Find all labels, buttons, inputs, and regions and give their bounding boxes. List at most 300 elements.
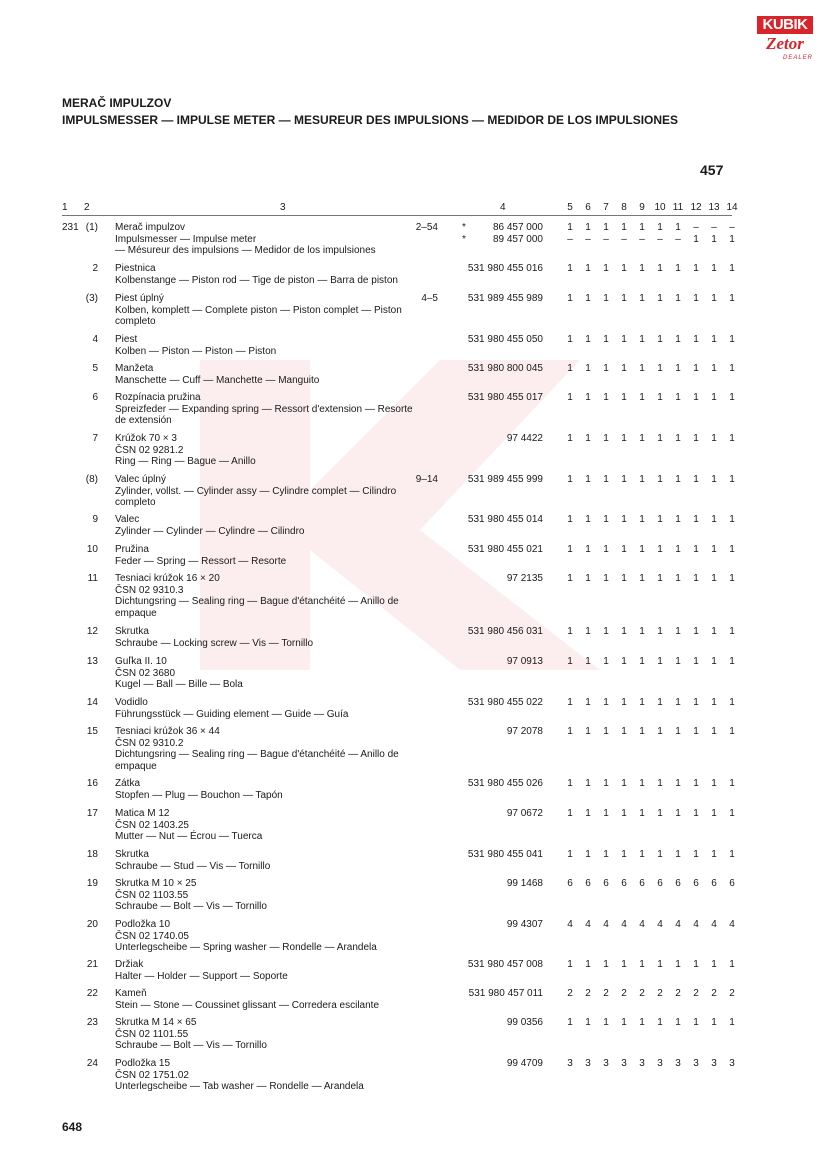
quantity-cell: 3 bbox=[567, 1058, 573, 1069]
quantity-cell: 1 bbox=[693, 233, 699, 245]
quantity-cell: 1 bbox=[729, 573, 735, 584]
column-header: 2 bbox=[84, 202, 90, 213]
quantity-cell: 1 bbox=[639, 392, 645, 403]
description-line: Podložka 15 bbox=[115, 1058, 171, 1069]
column-header: 5 bbox=[567, 202, 573, 213]
row-index: 24 bbox=[86, 1058, 98, 1069]
quantity-cell: 1 bbox=[621, 363, 627, 374]
row-description bbox=[115, 1058, 364, 1093]
row-index: (8) bbox=[85, 474, 98, 485]
quantity-cell: 1 bbox=[585, 626, 591, 637]
quantity-cell: 1 bbox=[675, 849, 681, 860]
quantity-cell: 1 bbox=[693, 392, 699, 403]
quantity-cell: 1 bbox=[711, 514, 717, 525]
description-line: Guľka II. 10 bbox=[115, 656, 167, 667]
quantity-cell: 1 bbox=[711, 293, 717, 304]
part-number: 531 980 455 014 bbox=[467, 514, 543, 525]
quantity-cell: 1 bbox=[603, 363, 609, 374]
variant-marker: * bbox=[462, 222, 466, 233]
description-line: Pružina bbox=[115, 544, 149, 555]
description-line: Zylinder, vollst. — Cylinder assy — Cylindre complet — Cilindro bbox=[115, 485, 397, 497]
quantity-cell: 1 bbox=[711, 263, 717, 274]
column-header: 3 bbox=[280, 202, 286, 213]
part-number: 97 0672 bbox=[506, 808, 543, 819]
row-index: 9 bbox=[92, 514, 98, 525]
quantity-cell: 1 bbox=[711, 573, 717, 584]
column-header: 6 bbox=[585, 202, 591, 213]
row-description bbox=[115, 392, 413, 427]
quantity-cell: 1 bbox=[621, 959, 627, 970]
description-line: Valec bbox=[115, 514, 140, 525]
quantity-cell: 1 bbox=[585, 1017, 591, 1028]
description-line: Skrutka M 14 × 65 bbox=[115, 1017, 197, 1028]
quantity-cell: 1 bbox=[693, 656, 699, 667]
part-number: 99 4709 bbox=[506, 1058, 543, 1069]
row-index: 20 bbox=[86, 919, 98, 930]
quantity-cell: 1 bbox=[603, 808, 609, 819]
quantity-cell: 1 bbox=[585, 363, 591, 374]
quantity-cell: 1 bbox=[621, 392, 627, 403]
quantity-cell: 1 bbox=[603, 697, 609, 708]
quantity-cell: 1 bbox=[675, 959, 681, 970]
description-line: Schraube — Stud — Vis — Tornillo bbox=[115, 860, 271, 872]
quantity-cell: 1 bbox=[675, 392, 681, 403]
description-line: ČSN 02 1751.02 bbox=[115, 1069, 189, 1081]
description-line: Tesniaci krúžok 16 × 20 bbox=[115, 573, 220, 584]
quantity-cell: 4 bbox=[567, 919, 573, 930]
quantity-cell: 4 bbox=[585, 919, 591, 930]
quantity-cell: 1 bbox=[639, 222, 645, 233]
quantity-cell: 1 bbox=[621, 849, 627, 860]
quantity-cell: 1 bbox=[639, 778, 645, 789]
quantity-cell: 2 bbox=[657, 988, 663, 999]
quantity-cell: 1 bbox=[585, 959, 591, 970]
description-line: Unterlegscheibe — Tab washer — Rondelle — Arandela bbox=[115, 1081, 364, 1092]
part-number: 531 980 456 031 bbox=[467, 626, 543, 637]
description-line: Kolben — Piston — Piston — Piston bbox=[115, 345, 277, 357]
column-header: 1 bbox=[62, 202, 68, 213]
quantity-cell: 1 bbox=[567, 544, 573, 555]
part-number: 97 2078 bbox=[506, 726, 543, 737]
row-index: 7 bbox=[92, 433, 98, 444]
part-number: 97 2135 bbox=[506, 573, 543, 584]
quantity-cell: 1 bbox=[657, 433, 663, 444]
row-description bbox=[115, 433, 256, 468]
quantity-cell: 1 bbox=[693, 263, 699, 274]
description-line: Piest bbox=[115, 334, 138, 345]
quantity-cell: 1 bbox=[729, 433, 735, 444]
row-index: (3) bbox=[85, 293, 98, 304]
description-line: Kolbenstange — Piston rod — Tige de piston — Barra de piston bbox=[115, 274, 398, 286]
description-line: Schraube — Bolt — Vis — Tornillo bbox=[115, 901, 267, 912]
quantity-cell: 1 bbox=[711, 726, 717, 737]
quantity-cell: 1 bbox=[657, 544, 663, 555]
row-description bbox=[115, 808, 262, 843]
row-index: 21 bbox=[86, 959, 98, 970]
quantity-cell: 1 bbox=[675, 573, 681, 584]
quantity-cell: 3 bbox=[693, 1058, 699, 1069]
quantity-cell: 2 bbox=[711, 988, 717, 999]
part-number: 99 4307 bbox=[506, 919, 543, 930]
variant-marker: * bbox=[462, 233, 466, 245]
quantity-cell: 1 bbox=[639, 293, 645, 304]
quantity-cell: 1 bbox=[585, 778, 591, 789]
quantity-cell: 1 bbox=[567, 474, 573, 485]
group-number: 457 bbox=[700, 162, 724, 178]
quantity-cell: 1 bbox=[711, 808, 717, 819]
quantity-cell: 1 bbox=[729, 544, 735, 555]
quantity-cell: 1 bbox=[585, 573, 591, 584]
quantity-cell: 1 bbox=[657, 849, 663, 860]
quantity-cell: 1 bbox=[657, 808, 663, 819]
quantity-cell: 1 bbox=[585, 222, 591, 233]
quantity-cell: 1 bbox=[693, 778, 699, 789]
quantity-cell: 1 bbox=[711, 334, 717, 345]
part-number: 531 980 455 016 bbox=[467, 263, 543, 274]
description-line: ČSN 02 1103.55 bbox=[115, 889, 189, 901]
row-description bbox=[115, 222, 376, 257]
quantity-cell: 1 bbox=[603, 222, 609, 233]
quantity-cell: 1 bbox=[693, 849, 699, 860]
quantity-cell: 6 bbox=[603, 878, 609, 889]
quantity-cell: 1 bbox=[657, 697, 663, 708]
row-index: 2 bbox=[92, 263, 98, 274]
row-reference-range: 9–14 bbox=[415, 474, 438, 485]
quantity-cell: 1 bbox=[585, 433, 591, 444]
row-index: 4 bbox=[92, 334, 98, 345]
quantity-cell: 1 bbox=[567, 334, 573, 345]
quantity-cell: – bbox=[603, 233, 609, 245]
quantity-cell: 1 bbox=[621, 514, 627, 525]
row-index: 23 bbox=[86, 1017, 98, 1028]
quantity-cell: 1 bbox=[657, 626, 663, 637]
quantity-cell: 1 bbox=[729, 1017, 735, 1028]
quantity-cell: 1 bbox=[729, 474, 735, 485]
row-description bbox=[115, 919, 377, 954]
quantity-cell: 3 bbox=[657, 1058, 663, 1069]
description-line: Feder — Spring — Ressort — Resorte bbox=[115, 555, 287, 567]
quantity-cell: 1 bbox=[567, 392, 573, 403]
quantity-cell: 1 bbox=[621, 656, 627, 667]
description-line: Unterlegscheibe — Spring washer — Rondelle — Arandela bbox=[115, 942, 377, 953]
quantity-cell: 1 bbox=[657, 474, 663, 485]
quantity-cell: 6 bbox=[639, 878, 645, 889]
quantity-cell: 1 bbox=[657, 959, 663, 970]
description-line: ČSN 02 3680 bbox=[115, 667, 176, 679]
description-line: Schraube — Bolt — Vis — Tornillo bbox=[115, 1040, 267, 1051]
column-header: 8 bbox=[621, 202, 627, 213]
quantity-cell: 1 bbox=[585, 334, 591, 345]
quantity-cell: 1 bbox=[693, 334, 699, 345]
quantity-cell: 1 bbox=[603, 626, 609, 637]
quantity-cell: 6 bbox=[585, 878, 591, 889]
row-index: 22 bbox=[86, 988, 98, 999]
description-line: Führungsstück — Guiding element — Guide — Guía bbox=[115, 708, 349, 720]
quantity-cell: 4 bbox=[729, 919, 735, 930]
quantity-cell: 1 bbox=[675, 656, 681, 667]
header-rule bbox=[62, 215, 732, 216]
quantity-cell: 1 bbox=[621, 293, 627, 304]
quantity-cell: – bbox=[657, 233, 663, 245]
quantity-cell: 1 bbox=[639, 334, 645, 345]
part-number: 531 980 455 017 bbox=[467, 392, 543, 403]
quantity-cell: 1 bbox=[657, 363, 663, 374]
quantity-cell: 1 bbox=[639, 849, 645, 860]
quantity-cell: 1 bbox=[639, 1017, 645, 1028]
quantity-cell: 1 bbox=[621, 1017, 627, 1028]
description-line: Valec úplný bbox=[115, 474, 166, 485]
description-line: empaque bbox=[115, 607, 157, 619]
quantity-cell: 1 bbox=[585, 656, 591, 667]
quantity-cell: 1 bbox=[567, 959, 573, 970]
quantity-cell: 1 bbox=[675, 778, 681, 789]
quantity-cell: 1 bbox=[603, 573, 609, 584]
part-number: 531 980 457 008 bbox=[467, 959, 543, 970]
quantity-cell: 1 bbox=[729, 656, 735, 667]
quantity-cell: 1 bbox=[603, 392, 609, 403]
quantity-cell: 1 bbox=[729, 334, 735, 345]
quantity-cell: 1 bbox=[657, 573, 663, 584]
quantity-cell: 1 bbox=[639, 433, 645, 444]
quantity-cell: 1 bbox=[675, 363, 681, 374]
quantity-cell: 1 bbox=[567, 363, 573, 374]
quantity-cell: – bbox=[729, 222, 735, 233]
quantity-cell: 1 bbox=[621, 778, 627, 789]
quantity-cell: 1 bbox=[657, 222, 663, 233]
row-index: (1) bbox=[85, 222, 98, 233]
description-line: Skrutka M 10 × 25 bbox=[115, 878, 197, 889]
quantity-cell: 1 bbox=[729, 726, 735, 737]
logo-dealer-text: DEALER bbox=[782, 55, 813, 61]
quantity-cell: 2 bbox=[729, 988, 735, 999]
quantity-cell: 1 bbox=[711, 656, 717, 667]
logo-zetor-text: Zetor bbox=[766, 34, 804, 53]
row-description bbox=[115, 263, 398, 286]
description-line: Ring — Ring — Bague — Anillo bbox=[115, 456, 256, 467]
quantity-cell: 1 bbox=[693, 514, 699, 525]
description-line: Piestnica bbox=[115, 263, 156, 274]
quantity-cell: – bbox=[711, 222, 717, 233]
part-number: 531 980 800 045 bbox=[467, 363, 543, 374]
row-index: 17 bbox=[86, 808, 98, 819]
description-line: Stopfen — Plug — Bouchon — Tapón bbox=[115, 789, 283, 801]
quantity-cell: 1 bbox=[675, 334, 681, 345]
quantity-cell: 1 bbox=[603, 544, 609, 555]
column-header: 14 bbox=[726, 202, 738, 213]
quantity-cell: 1 bbox=[585, 514, 591, 525]
part-number: 531 980 457 011 bbox=[468, 988, 543, 999]
quantity-cell: 1 bbox=[621, 474, 627, 485]
quantity-cell: 2 bbox=[603, 988, 609, 999]
column-header: 10 bbox=[654, 202, 666, 213]
quantity-cell: 1 bbox=[729, 808, 735, 819]
quantity-cell: 1 bbox=[621, 334, 627, 345]
description-line: Kameň bbox=[115, 988, 147, 999]
row-reference-range: 4–5 bbox=[421, 293, 438, 304]
quantity-cell: 2 bbox=[693, 988, 699, 999]
quantity-cell: 1 bbox=[621, 544, 627, 555]
quantity-cell: 1 bbox=[639, 263, 645, 274]
quantity-cell: 1 bbox=[639, 573, 645, 584]
quantity-cell: 1 bbox=[603, 726, 609, 737]
description-line: Piest úplný bbox=[115, 293, 164, 304]
quantity-cell: 1 bbox=[675, 626, 681, 637]
quantity-cell: – bbox=[585, 233, 591, 245]
row-description bbox=[115, 1017, 267, 1052]
quantity-cell: 1 bbox=[711, 778, 717, 789]
quantity-cell: 1 bbox=[567, 656, 573, 667]
quantity-cell: 1 bbox=[567, 778, 573, 789]
description-line: Merač impulzov bbox=[115, 222, 186, 233]
page-title bbox=[62, 95, 742, 129]
quantity-cell: 1 bbox=[621, 697, 627, 708]
column-header: 12 bbox=[690, 202, 702, 213]
quantity-cell: – bbox=[675, 233, 681, 245]
quantity-cell: 4 bbox=[675, 919, 681, 930]
quantity-cell: 1 bbox=[621, 263, 627, 274]
quantity-cell: 1 bbox=[639, 474, 645, 485]
quantity-cell: 1 bbox=[729, 514, 735, 525]
quantity-cell: 6 bbox=[693, 878, 699, 889]
quantity-cell: 1 bbox=[639, 697, 645, 708]
quantity-cell: 1 bbox=[639, 808, 645, 819]
row-index: 11 bbox=[87, 573, 98, 584]
quantity-cell: 1 bbox=[639, 514, 645, 525]
quantity-cell: 1 bbox=[567, 726, 573, 737]
part-number: 531 989 455 989 bbox=[467, 293, 543, 304]
quantity-cell: 1 bbox=[585, 392, 591, 403]
quantity-cell: 1 bbox=[567, 433, 573, 444]
quantity-cell: 3 bbox=[711, 1058, 717, 1069]
quantity-cell: 1 bbox=[585, 849, 591, 860]
quantity-cell: 2 bbox=[675, 988, 681, 999]
row-description bbox=[115, 697, 348, 720]
part-number: 531 980 455 022 bbox=[467, 697, 543, 708]
quantity-cell: 1 bbox=[657, 1017, 663, 1028]
quantity-cell: 1 bbox=[585, 808, 591, 819]
quantity-cell: 1 bbox=[711, 1017, 717, 1028]
quantity-cell: 1 bbox=[621, 726, 627, 737]
quantity-cell: 1 bbox=[603, 1017, 609, 1028]
quantity-cell: 1 bbox=[711, 233, 717, 245]
column-header: 7 bbox=[603, 202, 609, 213]
description-line: ČSN 02 9310.3 bbox=[115, 584, 184, 596]
description-line: completo bbox=[115, 497, 156, 508]
quantity-cell: 1 bbox=[675, 263, 681, 274]
description-line: Manžeta bbox=[115, 363, 154, 374]
quantity-cell: – bbox=[621, 233, 627, 245]
brand-logo bbox=[757, 16, 813, 68]
description-line: Impulsmesser — Impulse meter bbox=[115, 233, 257, 245]
row-description bbox=[115, 626, 313, 649]
row-description bbox=[115, 726, 399, 772]
description-line: Spreizfeder — Expanding spring — Ressort d'extension — Resorte bbox=[115, 403, 413, 415]
quantity-cell: 6 bbox=[621, 878, 627, 889]
quantity-cell: 1 bbox=[711, 544, 717, 555]
quantity-cell: 1 bbox=[603, 433, 609, 444]
quantity-cell: 2 bbox=[621, 988, 627, 999]
quantity-cell: 2 bbox=[639, 988, 645, 999]
quantity-cell: 1 bbox=[675, 433, 681, 444]
quantity-cell: 1 bbox=[621, 626, 627, 637]
title-line-sk: MERAČ IMPULZOV bbox=[62, 96, 172, 110]
logo-kubik-text: KUBIK bbox=[757, 16, 813, 34]
quantity-cell: 1 bbox=[567, 573, 573, 584]
quantity-cell: 1 bbox=[729, 363, 735, 374]
description-line: Zylinder — Cylinder — Cylindre — Cilindro bbox=[115, 525, 305, 537]
description-line: Matica M 12 bbox=[115, 808, 170, 819]
quantity-cell: 1 bbox=[567, 222, 573, 233]
quantity-cell: 4 bbox=[711, 919, 717, 930]
quantity-cell: 1 bbox=[567, 263, 573, 274]
row-description bbox=[115, 514, 305, 537]
quantity-cell: 1 bbox=[729, 233, 735, 245]
quantity-cell: 1 bbox=[639, 626, 645, 637]
quantity-cell: 1 bbox=[657, 392, 663, 403]
quantity-cell: 1 bbox=[693, 293, 699, 304]
quantity-cell: 1 bbox=[639, 959, 645, 970]
quantity-cell: 1 bbox=[657, 334, 663, 345]
quantity-cell: 1 bbox=[567, 808, 573, 819]
quantity-cell: 1 bbox=[621, 433, 627, 444]
part-number: 531 980 455 050 bbox=[467, 334, 543, 345]
column-header: 13 bbox=[708, 202, 720, 213]
part-number: 99 1468 bbox=[506, 878, 543, 889]
description-line: de extensión bbox=[115, 415, 172, 426]
part-number: 97 0913 bbox=[506, 656, 543, 667]
quantity-cell: 1 bbox=[729, 626, 735, 637]
quantity-cell: 1 bbox=[639, 726, 645, 737]
quantity-cell: 1 bbox=[639, 363, 645, 374]
quantity-cell: 1 bbox=[603, 293, 609, 304]
description-line: Dichtungsring — Sealing ring — Bague d'étanchéité — Anillo de bbox=[115, 749, 399, 760]
quantity-cell: 3 bbox=[639, 1058, 645, 1069]
row-description bbox=[115, 573, 399, 619]
quantity-cell: 1 bbox=[693, 808, 699, 819]
row-description bbox=[115, 988, 379, 1011]
row-index: 19 bbox=[86, 878, 98, 889]
quantity-cell: 1 bbox=[639, 656, 645, 667]
row-index: 12 bbox=[86, 626, 98, 637]
description-line: Stein — Stone — Coussinet glissant — Corredera escilante bbox=[115, 999, 380, 1011]
quantity-cell: 2 bbox=[585, 988, 591, 999]
quantity-cell: 1 bbox=[621, 808, 627, 819]
quantity-cell: 1 bbox=[585, 697, 591, 708]
quantity-cell: 6 bbox=[657, 878, 663, 889]
quantity-cell: 1 bbox=[693, 1017, 699, 1028]
quantity-cell: – bbox=[693, 222, 699, 233]
quantity-cell: 1 bbox=[711, 626, 717, 637]
row-description bbox=[115, 363, 319, 386]
description-line: Kugel — Ball — Bille — Bola bbox=[115, 679, 243, 690]
quantity-cell: 1 bbox=[621, 573, 627, 584]
quantity-cell: 1 bbox=[675, 474, 681, 485]
part-number: 531 980 455 021 bbox=[467, 544, 543, 555]
description-line: Tesniaci krúžok 36 × 44 bbox=[115, 726, 220, 737]
quantity-cell: 1 bbox=[603, 474, 609, 485]
quantity-cell: 4 bbox=[603, 919, 609, 930]
quantity-cell: 1 bbox=[585, 726, 591, 737]
quantity-cell: 3 bbox=[603, 1058, 609, 1069]
part-number: 86 457 000 bbox=[492, 222, 543, 233]
part-number: 531 989 455 999 bbox=[467, 474, 543, 485]
description-line: Schraube — Locking screw — Vis — Tornillo bbox=[115, 637, 314, 649]
description-line: completo bbox=[115, 316, 156, 327]
quantity-cell: 1 bbox=[567, 514, 573, 525]
quantity-cell: 1 bbox=[567, 626, 573, 637]
description-line: Skrutka bbox=[115, 849, 149, 860]
description-line: Rozpínacia pružina bbox=[115, 392, 201, 403]
